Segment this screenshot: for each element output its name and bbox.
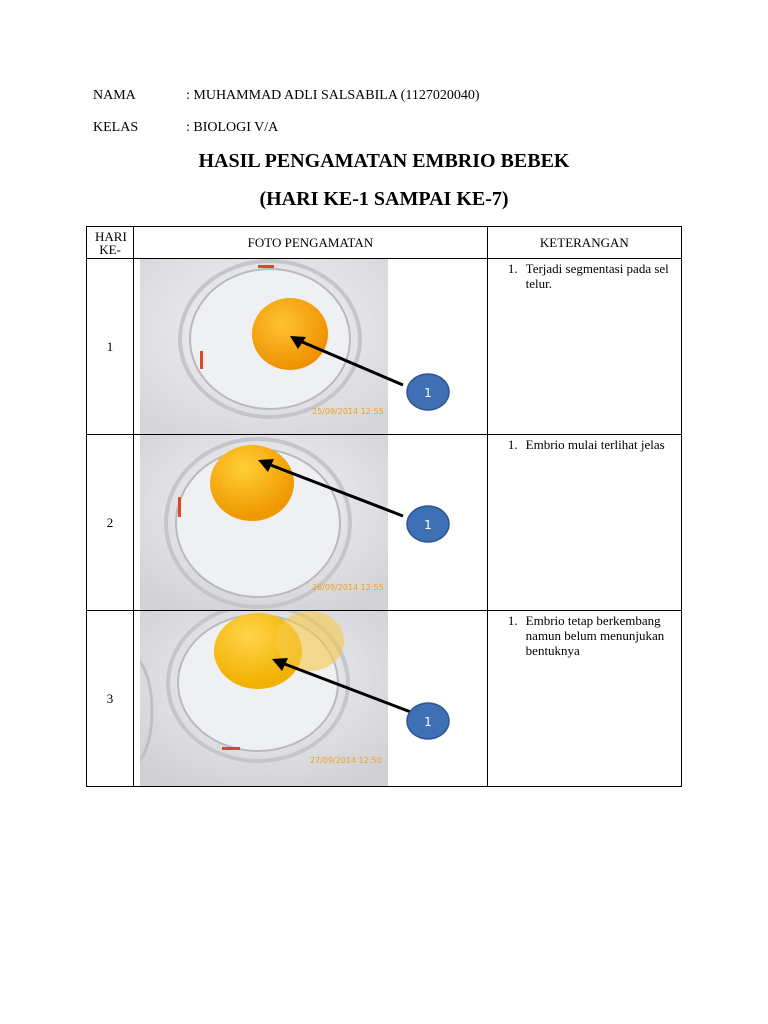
day-cell: 3 <box>87 611 134 787</box>
day-cell: 2 <box>87 435 134 611</box>
note-list <box>488 613 675 658</box>
egg-photo <box>140 259 482 434</box>
note-number: 1. <box>507 261 518 276</box>
page-title: HASIL PENGAMATAN EMBRIO BEBEK <box>198 150 570 172</box>
photo-cell <box>134 259 488 435</box>
observation-table <box>86 226 682 787</box>
header-photo: FOTO PENGAMATAN <box>134 227 488 259</box>
note-cell <box>487 611 681 787</box>
note-text: Terjadi segmentasi pada sel telur. <box>525 261 669 291</box>
photo-cell <box>134 435 488 611</box>
table-header-row <box>87 227 682 259</box>
egg-photo <box>140 611 482 786</box>
header-note: KETERANGAN <box>487 227 681 259</box>
photo-timestamp: 26/09/2014 12:55 <box>312 583 384 592</box>
note-cell <box>487 259 681 435</box>
note-number: 1. <box>507 613 518 628</box>
egg-yolk <box>252 298 328 370</box>
photo-timestamp: 25/09/2014 12:55 <box>312 407 384 416</box>
photo-cell <box>134 611 488 787</box>
table-row <box>87 435 682 611</box>
note-text: Embrio mulai terlihat jelas <box>525 437 665 452</box>
table-row <box>87 611 682 787</box>
photo-timestamp: 27/09/2014 12:50 <box>310 756 382 765</box>
note-text: Embrio tetap berkembang namun belum menunjukan bentuknya <box>525 613 665 658</box>
note-number: 1. <box>507 437 518 452</box>
egg-yolk <box>210 445 294 521</box>
note-list <box>488 261 675 291</box>
header-day: HARI KE- <box>87 227 134 259</box>
egg-photo <box>140 435 482 610</box>
marker-label: 1 <box>424 715 432 729</box>
note-list <box>488 437 675 452</box>
note-cell <box>487 435 681 611</box>
day-cell: 1 <box>87 259 134 435</box>
class-value: : BIOLOGI V/A <box>186 120 279 135</box>
name-label: NAMA <box>93 88 136 103</box>
marker-label: 1 <box>424 518 432 532</box>
name-value: : MUHAMMAD ADLI SALSABILA (1127020040) <box>186 88 480 103</box>
page-subtitle: (HARI KE-1 SAMPAI KE-7) <box>259 188 509 210</box>
list-item <box>488 613 675 658</box>
table-row <box>87 259 682 435</box>
list-item <box>488 437 675 452</box>
marker-label: 1 <box>424 386 432 400</box>
list-item <box>488 261 675 291</box>
class-label: KELAS <box>93 120 139 135</box>
